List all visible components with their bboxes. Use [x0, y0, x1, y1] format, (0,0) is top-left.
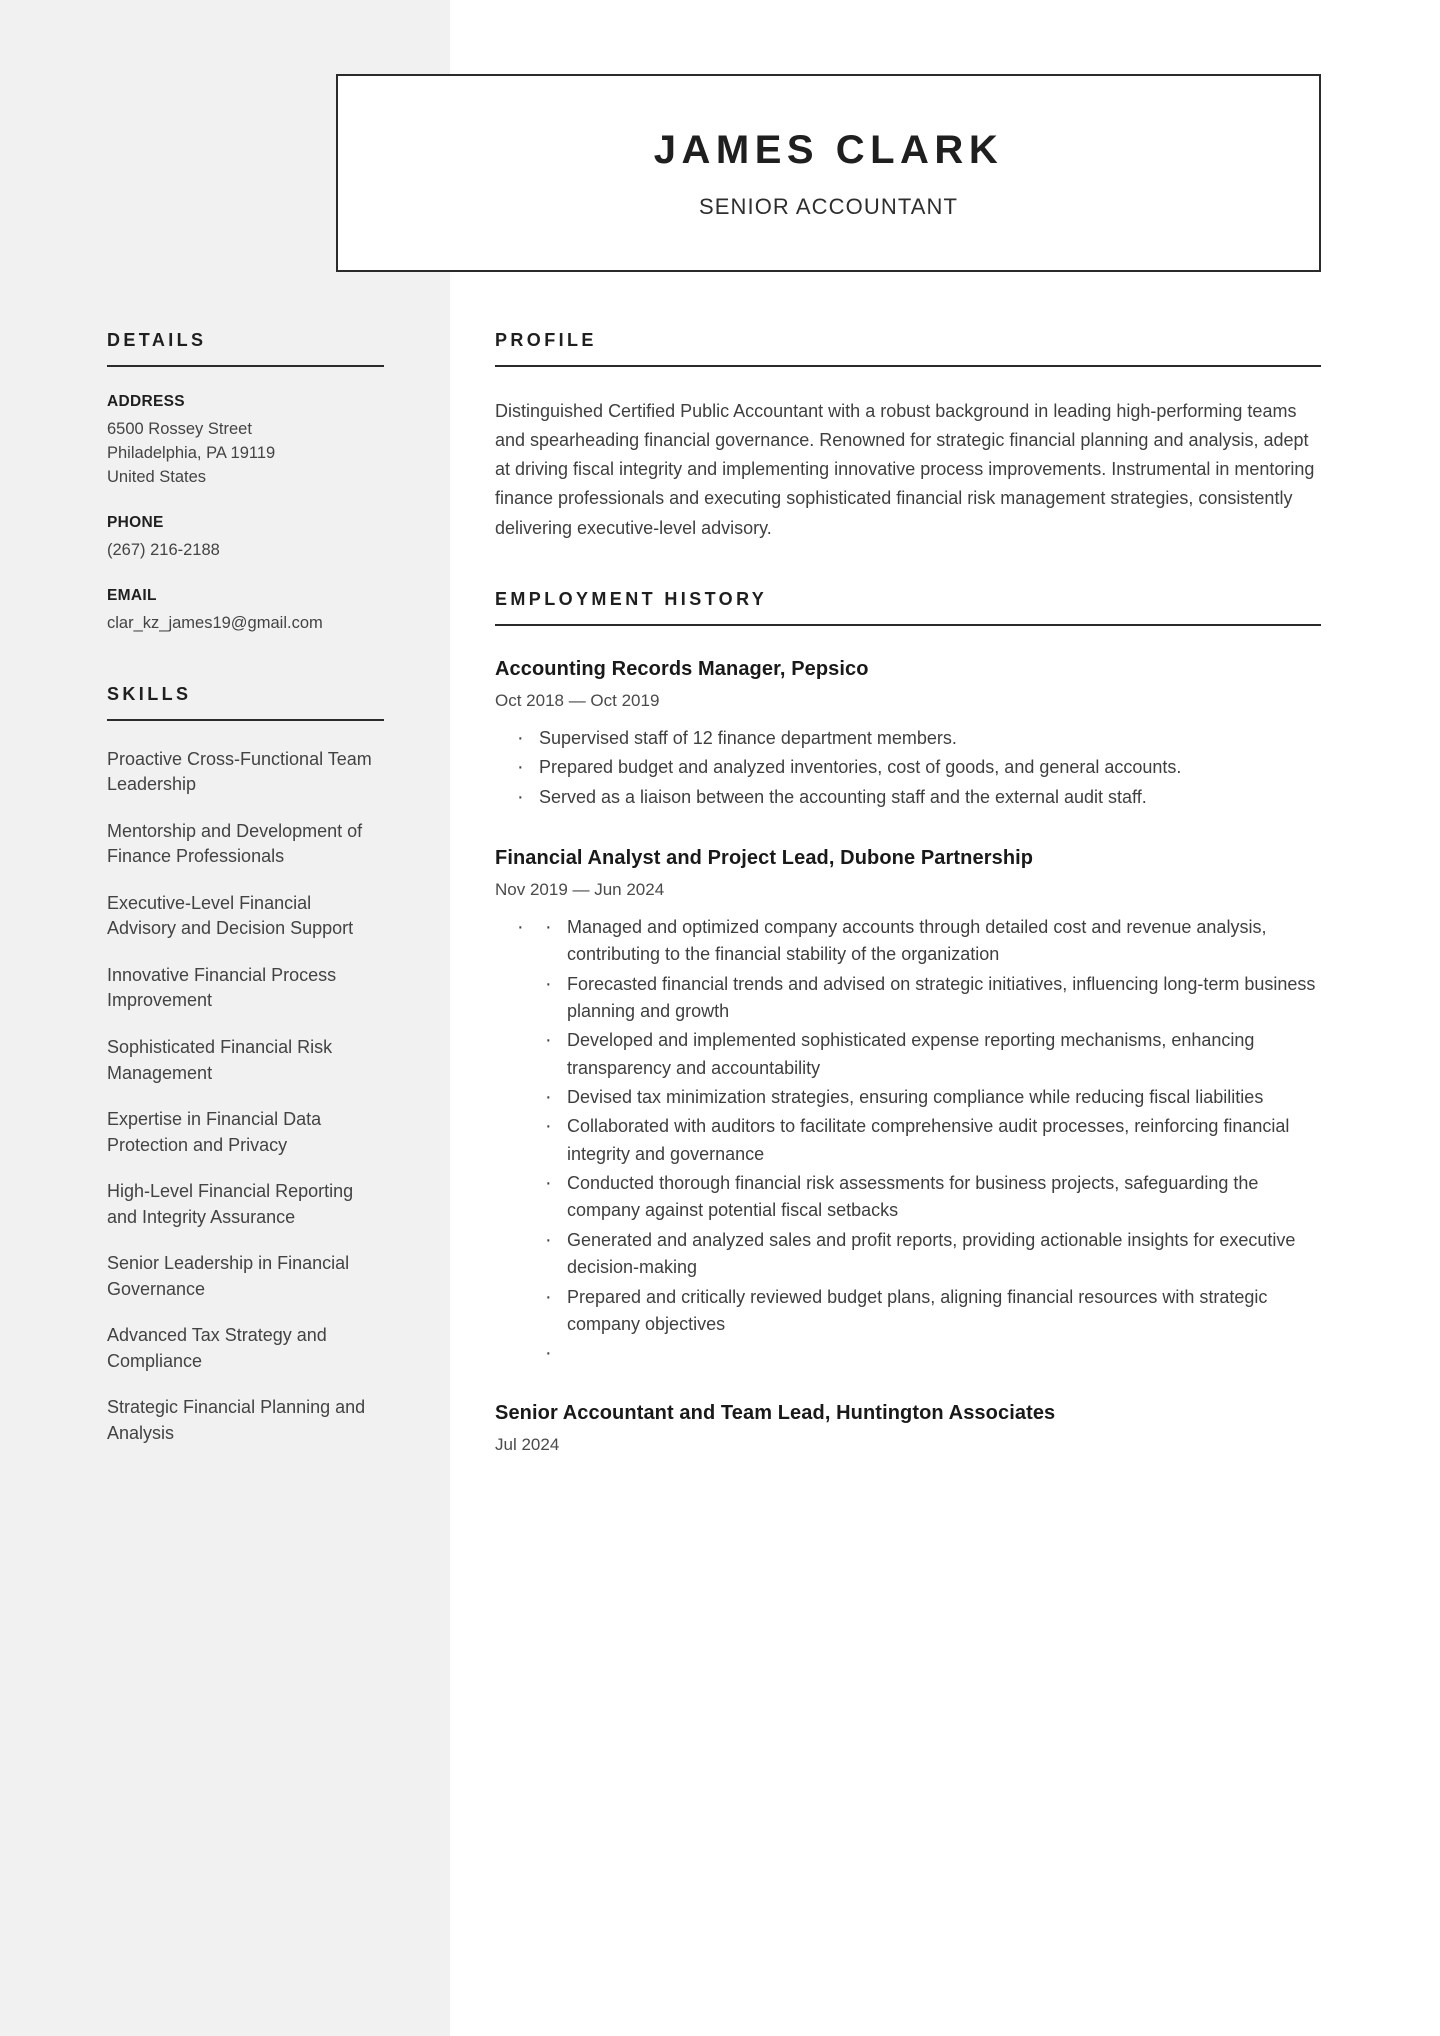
employment-bullet: · Developed and implemented sophisticated expense reporting mechanisms, enhancing transparency and accountability — [523, 1027, 1321, 1082]
skill-item: Executive-Level Financial Advisory and Decision Support — [107, 892, 354, 939]
employment-section — [495, 589, 1321, 1455]
employment-bullet: · Supervised staff of 12 finance department members. — [495, 725, 1321, 752]
detail-group — [107, 393, 384, 490]
employment-dates: Jul 2024 — [495, 1435, 560, 1455]
detail-value: (267) 216-2188 — [107, 540, 220, 559]
skills-list — [107, 747, 384, 1447]
detail-value: United States — [107, 467, 207, 486]
skill-item: Sophisticated Financial Risk Management — [107, 1036, 333, 1083]
skill-item: Mentorship and Development of Finance Professionals — [107, 820, 363, 867]
employment-bullet-list — [495, 725, 1321, 811]
employment-dates: Oct 2018 — Oct 2019 — [495, 690, 660, 710]
details-list — [107, 393, 384, 636]
employment-entry — [495, 1400, 1321, 1455]
employment-list — [495, 656, 1321, 1455]
name-box — [336, 74, 1321, 272]
sidebar — [0, 330, 450, 1447]
candidate-job-title: SENIOR ACCOUNTANT — [698, 194, 959, 219]
skill-item: Strategic Financial Planning and Analysis — [107, 1397, 366, 1443]
employment-bullet-list — [523, 914, 1321, 1366]
detail-value: Philadelphia, PA 19119 — [107, 443, 276, 462]
employment-bullet: · Forecasted financial trends and advised on strategic initiatives, influencing long-term business planning and growth — [523, 971, 1321, 1026]
body-columns — [0, 272, 1440, 1455]
employment-dates: Nov 2019 — Jun 2024 — [495, 879, 665, 899]
skills-heading: SKILLS — [107, 683, 192, 704]
employment-role: Accounting Records Manager, Pepsico — [495, 657, 869, 680]
profile-heading: PROFILE — [495, 330, 597, 350]
skill-item: Advanced Tax Strategy and Compliance — [107, 1325, 327, 1371]
profile-text: Distinguished Certified Public Accountant with a robust background in leading high-performing teams and spearheading financial governance. Renowned for strategic financial planning and analysis, adept at driving fiscal integrity and implementing innovative process improvements. Instrumental in mentoring finance professionals and executing sophisticated financial risk management strategies, consistently delivering executive-level advisory. — [495, 401, 1315, 538]
detail-label: EMAIL — [107, 586, 157, 604]
employment-entry — [495, 656, 1321, 811]
main-column — [450, 330, 1440, 1455]
employment-bullet: · Prepared budget and analyzed inventories, cost of goods, and general accounts. — [495, 754, 1321, 781]
employment-bullet: · Served as a liaison between the accounting staff and the external audit staff. — [495, 784, 1321, 811]
employment-bullet: · Conducted thorough financial risk assessments for business projects, safeguarding the company against potential fiscal setbacks — [523, 1170, 1321, 1225]
skill-item: Proactive Cross-Functional Team Leadership — [107, 748, 372, 795]
profile-section — [495, 330, 1321, 543]
skills-section — [107, 684, 384, 1447]
detail-label: ADDRESS — [107, 393, 185, 410]
employment-bullet — [523, 1340, 1321, 1366]
skill-item: High-Level Financial Reporting and Integrity Assurance — [107, 1181, 354, 1227]
skills-heading-rule — [107, 719, 384, 721]
detail-label: PHONE — [107, 513, 164, 531]
detail-group — [107, 587, 384, 636]
skill-item: Senior Leadership in Financial Governance — [107, 1253, 350, 1299]
employment-bullet: · Devised tax minimization strategies, ensuring compliance while reducing fiscal liabilities — [523, 1084, 1321, 1111]
details-heading: DETAILS — [107, 330, 207, 350]
candidate-name: JAMES CLARK — [653, 128, 1004, 172]
detail-value: 6500 Rossey Street — [107, 420, 252, 438]
detail-group — [107, 514, 384, 563]
skill-item: Expertise in Financial Data Protection and Privacy — [107, 1109, 322, 1155]
employment-bullet-outer-list — [495, 914, 1321, 1366]
details-section — [107, 330, 384, 636]
employment-heading-rule — [495, 624, 1321, 626]
employment-bullet: · Collaborated with auditors to facilitate comprehensive audit processes, reinforcing financial integrity and governance — [523, 1113, 1321, 1168]
profile-heading-rule — [495, 365, 1321, 367]
employment-bullet: · Prepared and critically reviewed budget plans, aligning financial resources with strategic company objectives — [523, 1284, 1321, 1339]
skill-item: Innovative Financial Process Improvement — [107, 964, 337, 1011]
employment-bullet-group-marker — [495, 914, 1321, 1366]
employment-role: Financial Analyst and Project Lead, Dubone Partnership — [495, 846, 1034, 869]
employment-bullet: · Generated and analyzed sales and profit reports, providing actionable insights for executive decision-making — [523, 1227, 1321, 1282]
employment-role: Senior Accountant and Team Lead, Huntington Associates — [495, 1402, 1056, 1425]
employment-entry — [495, 845, 1321, 1366]
details-heading-rule — [107, 365, 384, 367]
employment-heading: EMPLOYMENT HISTORY — [495, 588, 768, 609]
detail-value: clar_kz_james19@gmail.com — [107, 613, 323, 632]
employment-bullet: · · Managed and optimized company accounts through detailed cost and revenue analysis, contributing to the financial stability of the organization — [523, 914, 1321, 969]
header-section — [0, 0, 1440, 272]
